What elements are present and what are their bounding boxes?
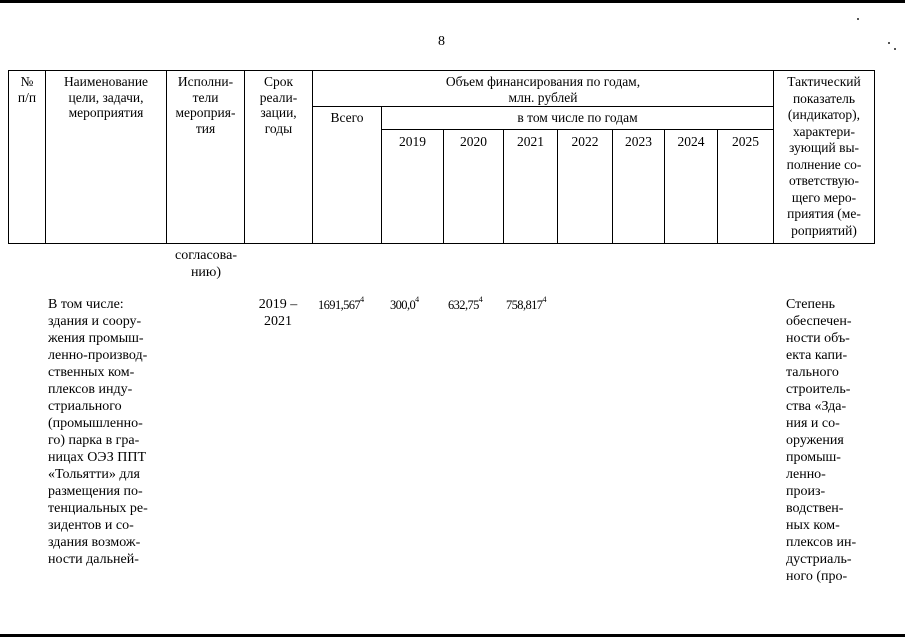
footnote-mark: 4 xyxy=(415,295,420,304)
row-name-cell: В том числе: здания и соору- жения промыш- ленно-производ- ственных ком- плексов инду- стриального (промышленно- го) парка в гра- ницах ОЭЗ ППТ «Тольятти» для размещения по- тенциальных ре- зидентов и со- здания возмож- ности дальней- xyxy=(48,297,148,567)
header-col-total: Всего xyxy=(330,110,364,125)
header-year-2024: 2024 xyxy=(677,134,705,149)
footnote-mark: 4 xyxy=(542,295,547,304)
header-year-2019: 2019 xyxy=(399,134,426,149)
row-term-cell: 2019 – 2021 xyxy=(258,297,298,329)
executors-continuation: согласова- нию) xyxy=(175,248,237,280)
row-2019-value: 300,0$^4$ xyxy=(390,295,420,313)
header-col-indicator: Тактический показатель (индикатор), характери- зующий вы- полнение со- ответствую- щего меро- приятия (ме- роприятий) xyxy=(786,74,862,238)
header-year-2023: 2023 xyxy=(625,134,652,149)
row-2020-value: 632,75$^4$ xyxy=(448,295,483,313)
row-total-value: 1691,567$^4$ xyxy=(318,295,365,313)
header-col-name: Наименование цели, задачи, мероприятия xyxy=(63,74,149,120)
footnote-mark: 4 xyxy=(360,295,365,304)
header-year-2021: 2021 xyxy=(517,134,544,149)
page-number: 8 xyxy=(438,34,445,49)
header-col-number: № п/п xyxy=(17,74,37,105)
row-2021-value: 758,817$^4$ xyxy=(506,295,547,313)
header-col-term: Срок реали- зации, годы xyxy=(259,74,298,136)
bottom-border-line xyxy=(0,634,905,637)
header-year-2025: 2025 xyxy=(732,134,759,149)
scan-speck xyxy=(888,42,890,44)
header-col-financing: Объем финансирования по годам, млн. рублей xyxy=(445,74,641,105)
header-col-incl-years: в том числе по годам xyxy=(517,110,638,125)
header-year-2020: 2020 xyxy=(460,134,487,149)
row-indicator-cell: Степень обеспечен- ности объ- екта капи- тального строитель- ства «Зда- ния и со- оружения промыш- ленно- произ- водствен- ных ком- плексов ин- дустриаль- ного (про- xyxy=(786,297,857,584)
header-year-2022: 2022 xyxy=(571,134,599,149)
top-border-line xyxy=(0,0,905,3)
footnote-mark: 4 xyxy=(478,295,483,304)
header-col-executors: Исполни- тели мероприя- тия xyxy=(175,74,236,136)
scan-speck xyxy=(894,48,896,50)
scan-speck xyxy=(857,18,859,20)
